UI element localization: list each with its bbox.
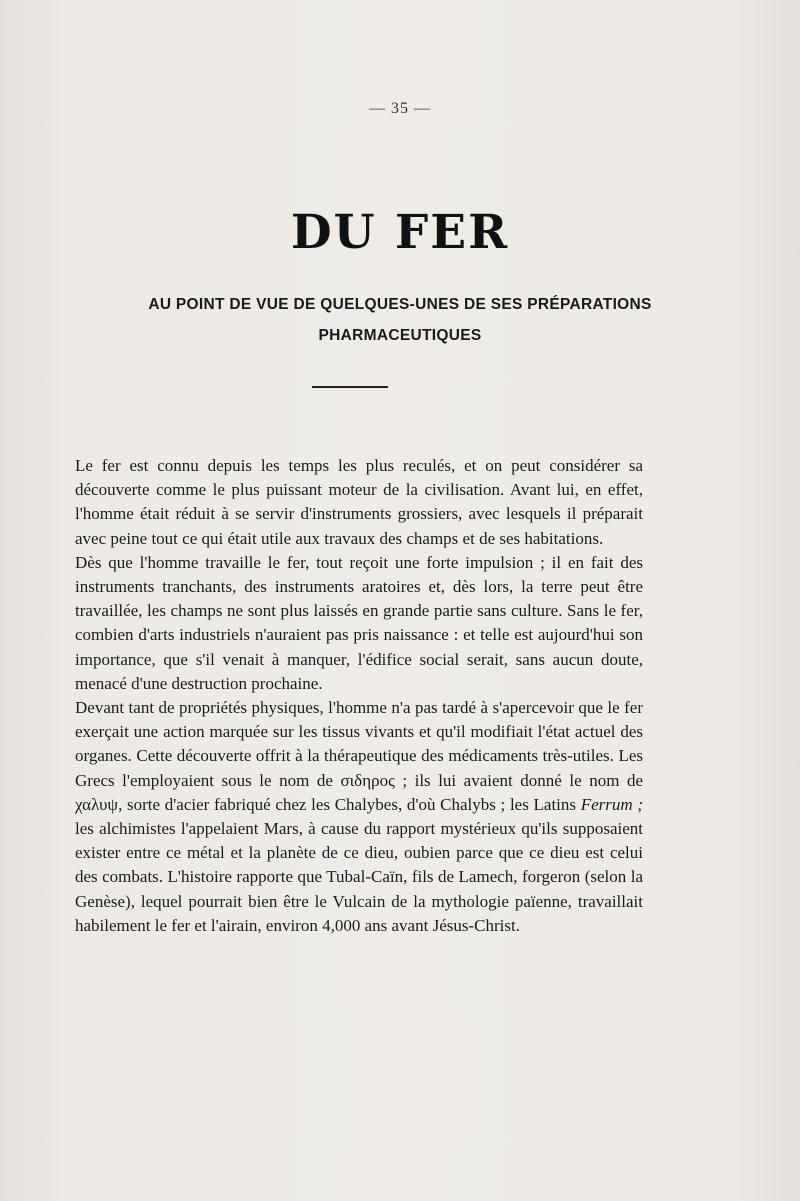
page-title: DU FER [290,205,510,260]
paragraph-3 [75,696,643,938]
paragraph-1: Le fer est connu depuis les temps les plus reculés, et on peut considérer sa découverte comme le plus puissant moteur de la civilisation. Avant lui, en effet, l'homme était réduit à se servir d'instruments grossiers, avec lesquels il préparait avec peine tout ce qui était utile aux travaux des champs et de ses habitations. [75,456,643,548]
paragraph-3-part-2: les alchimistes l'appelaient Mars, à cause du rapport mystérieux qu'ils supposaient exister entre ce métal et la planète de ce dieu, oubien parce que ce dieu est celui des combats. L'histoire rapporte que Tubal-Caïn, fils de Lamech, forgeron (selon la Genèse), lequel pourrait bien être le Vulcain de la mythologie païenne, travaillait habilement le fer et l'airain, environ 4,000 ans avant Jésus-Christ. [75,819,643,935]
paragraph-2: Dès que l'homme travaille le fer, tout reçoit une forte impulsion ; il en fait des instruments tranchants, des instruments aratoires et, dès lors, la terre peut être travaillée, les champs ne sont plus laissés en grande partie sans culture. Sans le fer, combien d'arts industriels n'auraient pas pris naissance : et telle est aujourd'hui son importance, que s'il venait à manquer, l'édifice social serait, sans aucun doute, menacé d'une destruction prochaine. [75,552,643,693]
title-divider [312,386,388,388]
paragraph-3-italic: Ferrum ; [580,794,644,814]
body-text [75,454,643,938]
subtitle-line-1: AU POINT DE VUE DE QUELQUES-UNES DE SES PRÉPARATIONS [148,296,652,313]
page-number: — 35 — [369,100,431,117]
subtitle-line-2: PHARMACEUTIQUES [318,327,482,344]
paragraph-3-part-1: Devant tant de propriétés physiques, l'homme n'a pas tardé à s'apercevoir que le fer exerçait une action marquée sur les tissus vivants et qu'il modifiait l'état actuel des organes. Cette découverte offrit à la thérapeutique des médicaments très-utiles. Les Grecs l'employaient sous le nom de σιδηρος ; ils lui avaient donné le nom de χαλυψ, sorte d'acier fabriqué chez les Chalybes, d'où Chalybs ; les Latins [75,698,643,814]
